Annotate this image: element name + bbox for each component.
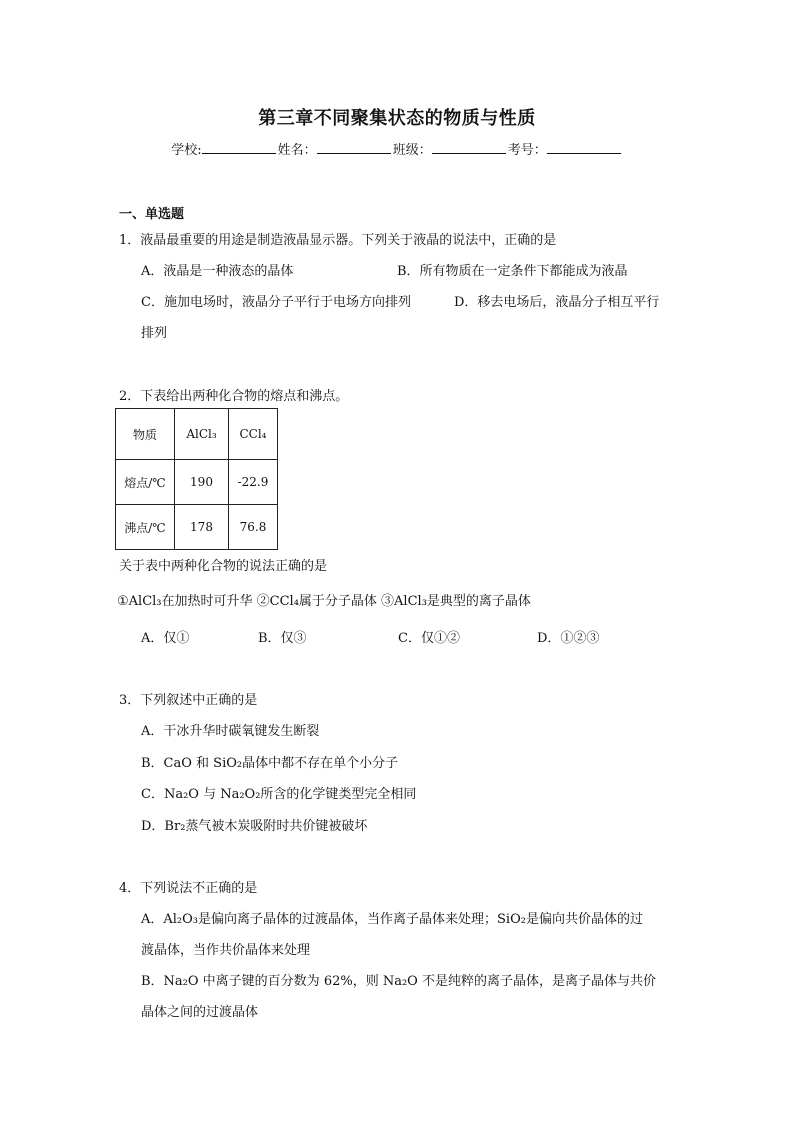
q3-option-b: B．CaO 和 SiO₂晶体中都不存在单个小分子 — [141, 756, 399, 771]
school-label: 学校: — [171, 143, 202, 158]
q2-followup: 关于表中两种化合物的说法正确的是 — [119, 559, 328, 574]
section-heading: 一、单选题 — [119, 207, 185, 222]
q4-option-b-cont: 晶体之间的过渡晶体 — [141, 1005, 259, 1020]
name-blank[interactable] — [317, 139, 391, 154]
q4-option-a-cont: 渡晶体，当作共价晶体来处理 — [141, 943, 311, 958]
q2-option-c: C．仅①② — [398, 631, 460, 646]
table-cell: 190 — [175, 460, 229, 505]
q2-option-b: B．仅③ — [258, 631, 307, 646]
q2-option-d: D．①②③ — [537, 631, 600, 646]
table-cell: 76.8 — [229, 505, 278, 550]
q1-option-d: D．移去电场后，液晶分子相互平行 — [454, 295, 660, 310]
table-cell: 熔点/℃ — [116, 460, 175, 505]
q2-statements: ①AlCl₃在加热时可升华 ②CCl₄属于分子晶体 ③AlCl₃是典型的离子晶体 — [117, 594, 531, 609]
table-header-cell: AlCl₃ — [175, 409, 229, 460]
q3-option-d: D．Br₂蒸气被木炭吸附时共价键被破坏 — [141, 819, 368, 834]
q4-option-a: A．Al₂O₃是偏向离子晶体的过渡晶体，当作离子晶体来处理；SiO₂是偏向共价晶体的过 — [141, 912, 643, 927]
name-label: 姓名： — [277, 143, 317, 158]
table-row — [116, 460, 278, 505]
class-label: 班级： — [392, 143, 432, 158]
page-title: 第三章不同聚集状态的物质与性质 — [258, 108, 536, 129]
q1-option-a: A．液晶是一种液态的晶体 — [141, 264, 294, 279]
q1-option-c: C．施加电场时，液晶分子平行于电场方向排列 — [141, 295, 411, 310]
melting-boiling-table — [115, 408, 278, 550]
table-cell: 沸点/℃ — [116, 505, 175, 550]
student-info-line — [0, 139, 794, 158]
q2-option-a: A．仅① — [141, 631, 190, 646]
table-header-row — [116, 409, 278, 460]
table-cell: -22.9 — [229, 460, 278, 505]
exam-no-label: 考号： — [507, 143, 547, 158]
q1-stem: 1．液晶最重要的用途是制造液晶显示器。下列关于液晶的说法中，正确的是 — [119, 233, 557, 248]
q4-option-b: B．Na₂O 中离子键的百分数为 62%，则 Na₂O 不是纯粹的离子晶体，是离子晶体与共价 — [141, 974, 656, 989]
school-blank[interactable] — [202, 139, 276, 154]
table-cell: 178 — [175, 505, 229, 550]
q1-option-d-cont: 排列 — [141, 326, 168, 341]
q4-stem: 4．下列说法不正确的是 — [119, 881, 258, 896]
q3-stem: 3．下列叙述中正确的是 — [119, 693, 258, 708]
table-header-cell: CCl₄ — [229, 409, 278, 460]
q3-option-c: C．Na₂O 与 Na₂O₂所含的化学键类型完全相同 — [141, 787, 417, 802]
q3-option-a: A．干冰升华时碳氧键发生断裂 — [141, 724, 320, 739]
q1-option-b: B．所有物质在一定条件下都能成为液晶 — [397, 264, 628, 279]
table-header-cell: 物质 — [116, 409, 175, 460]
q2-stem: 2．下表给出两种化合物的熔点和沸点。 — [119, 389, 349, 404]
class-blank[interactable] — [432, 139, 506, 154]
exam-no-blank[interactable] — [547, 139, 621, 154]
table-row — [116, 505, 278, 550]
